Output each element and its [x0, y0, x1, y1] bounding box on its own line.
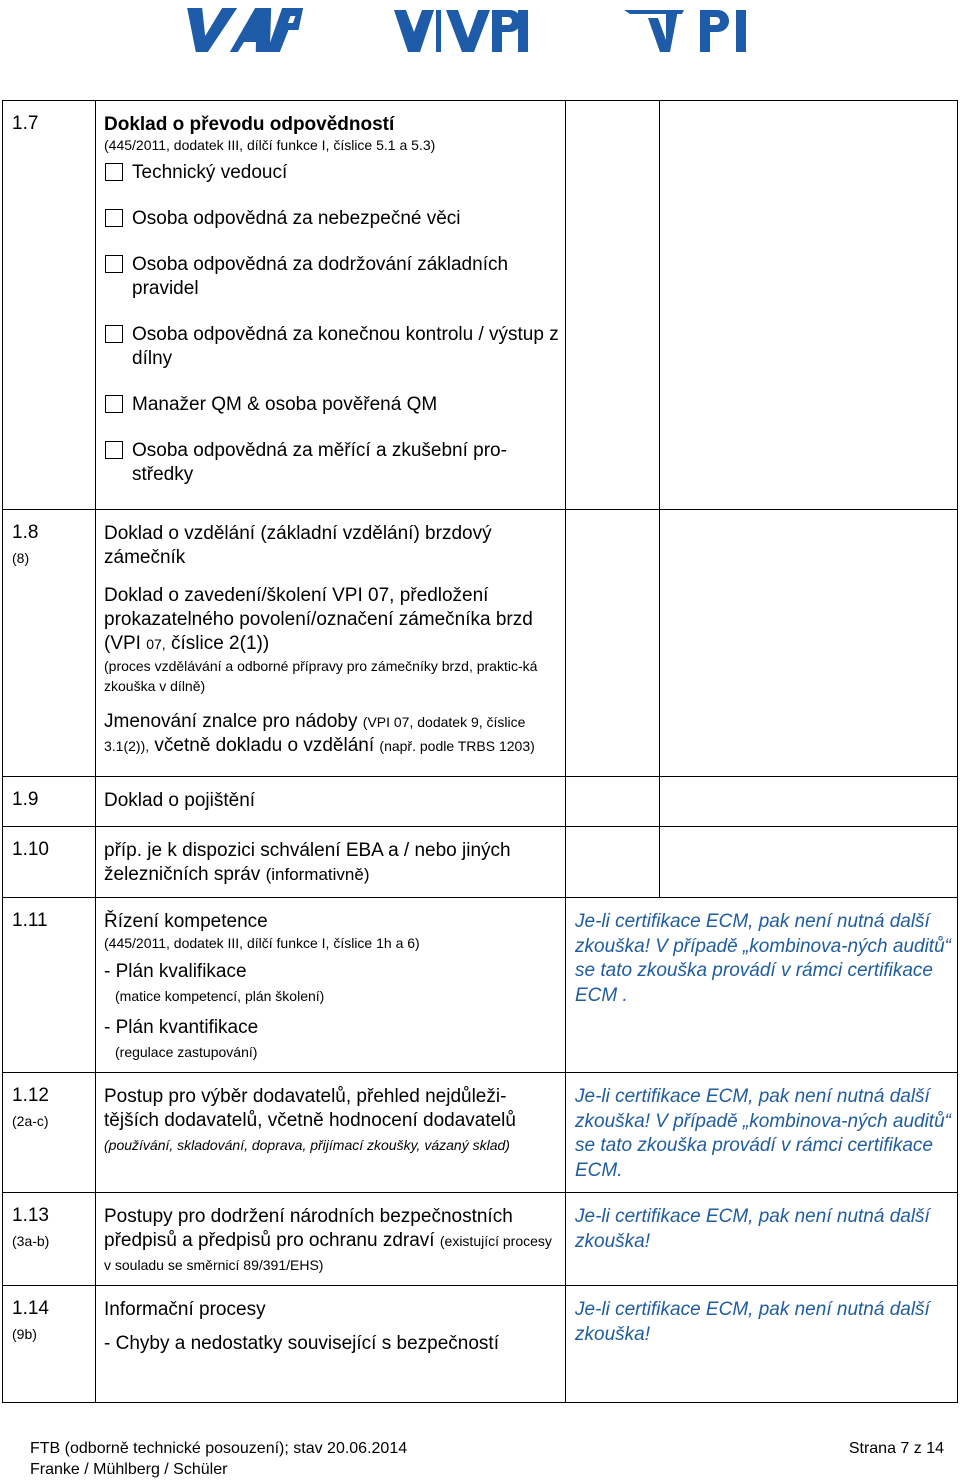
- checkbox-item[interactable]: Osoba odpovědná za měřící a zkušební pro-středky: [104, 439, 559, 487]
- table-row: [3, 827, 958, 898]
- empty-cell: [660, 510, 958, 777]
- row-number: 1.7: [3, 101, 96, 510]
- row-reference: (445/2011, dodatek III, dílčí funkce I, číslice 5.1 a 5.3): [104, 137, 436, 153]
- checkbox-item[interactable]: Osoba odpovědná za nebezpečné věci: [104, 207, 559, 231]
- table-row: [3, 510, 958, 777]
- row-description: Informační procesy - Chyby a nedostatky související s bezpečností: [96, 1286, 566, 1403]
- row-number: 1.10: [3, 827, 96, 898]
- footer-document-info: FTB (odborně technické posouzení); stav 20.06.2014: [30, 1440, 408, 1457]
- vpi-logo-2: [622, 4, 762, 54]
- row-number: 1.9: [3, 777, 96, 827]
- empty-cell: [566, 101, 660, 510]
- row-text: Jmenování znalce pro nádoby (VPI 07, dodatek 9, číslice 3.1(2)), včetně dokladu o vzdělání (např. podle TRBS 1203): [104, 711, 535, 756]
- checkbox-icon[interactable]: [105, 209, 123, 227]
- row-title: Doklad o převodu odpovědností: [104, 114, 395, 135]
- row-description: příp. je k dispozici schválení EBA a / nebo jiných železničních správ (informativně): [96, 827, 566, 898]
- ecm-note: Je-li certifikace ECM, pak není nutná další zkouška! V případě „kombinova-ných auditů“ se tato zkouška provádí v rámci certifikace ECM.: [566, 1073, 958, 1193]
- page-footer: [30, 1438, 944, 1480]
- table-row: [3, 101, 958, 510]
- audit-table: [2, 100, 958, 1403]
- empty-cell: [566, 777, 660, 827]
- checkbox-icon[interactable]: [105, 325, 123, 343]
- checkbox-icon[interactable]: [105, 255, 123, 273]
- checkbox-item[interactable]: Osoba odpovědná za konečnou kontrolu / výstup z dílny: [104, 323, 559, 371]
- ecm-note: Je-li certifikace ECM, pak není nutná další zkouška! V případě „kombinova-ných auditů“ se tato zkouška provádí v rámci certifikace ECM .: [566, 898, 958, 1073]
- vpi-logo-1: [392, 4, 532, 54]
- checkbox-item[interactable]: Osoba odpovědná za dodržování základních pravidel: [104, 253, 559, 301]
- ecm-note: Je-li certifikace ECM, pak není nutná další zkouška!: [566, 1193, 958, 1286]
- empty-cell: [660, 101, 958, 510]
- row-description: [96, 101, 566, 510]
- page-number: Strana 7 z 14: [848, 1440, 944, 1457]
- row-description: Postupy pro dodržení národních bezpečnostních předpisů a předpisů pro ochranu zdraví (existující procesy v souladu se směrnicí 89/391/EHS): [96, 1193, 566, 1286]
- table-row: [3, 898, 958, 1073]
- row-text: Doklad o zavedení/školení VPI 07, předložení prokazatelného povolení/označení zámečníka brzd (VPI 07, číslice 2(1)): [104, 585, 533, 654]
- footer-authors: Franke / Mühlberg / Schüler: [30, 1461, 228, 1478]
- row-description: Doklad o pojištění: [96, 777, 566, 827]
- row-number: 1.11: [3, 898, 96, 1073]
- row-number: 1.14 (9b): [3, 1286, 96, 1403]
- row-text: Doklad o vzdělání (základní vzdělání) brzdový zámečník: [104, 523, 492, 568]
- empty-cell: [660, 827, 958, 898]
- row-number: 1.13 (3a-b): [3, 1193, 96, 1286]
- row-number: 1.8 (8): [3, 510, 96, 777]
- header-logos: [0, 0, 960, 60]
- ecm-note: Je-li certifikace ECM, pak není nutná další zkouška!: [566, 1286, 958, 1403]
- row-description: Řízení kompetence (445/2011, dodatek III, dílčí funkce I, číslice 1h a 6) - Plán kvalifikace (matice kompetencí, plán školení) - Plán kvantifikace (regulace zastupování): [96, 898, 566, 1073]
- checkbox-icon[interactable]: [105, 395, 123, 413]
- empty-cell: [566, 827, 660, 898]
- table-row: [3, 777, 958, 827]
- checkbox-icon[interactable]: [105, 441, 123, 459]
- checkbox-icon[interactable]: [105, 163, 123, 181]
- checkbox-item[interactable]: Technický vedoucí: [104, 161, 559, 185]
- table-row: [3, 1193, 958, 1286]
- row-description: Postup pro výběr dodavatelů, přehled nejdůleži-tějších dodavatelů, včetně hodnocení dodavatelů (používání, skladování, doprava, přijímací zkoušky, vázaný sklad): [96, 1073, 566, 1193]
- row-description: [96, 510, 566, 777]
- empty-cell: [660, 777, 958, 827]
- table-row: [3, 1286, 958, 1403]
- row-subtext: (proces vzdělávání a odborné přípravy pro zámečníky brzd, praktic-ká zkouška v dílně): [104, 658, 538, 694]
- empty-cell: [566, 510, 660, 777]
- row-number: 1.12 (2a-c): [3, 1073, 96, 1193]
- checkbox-item[interactable]: Manažer QM & osoba pověřená QM: [104, 393, 559, 417]
- vap-logo: [176, 4, 306, 54]
- table-row: [3, 1073, 958, 1193]
